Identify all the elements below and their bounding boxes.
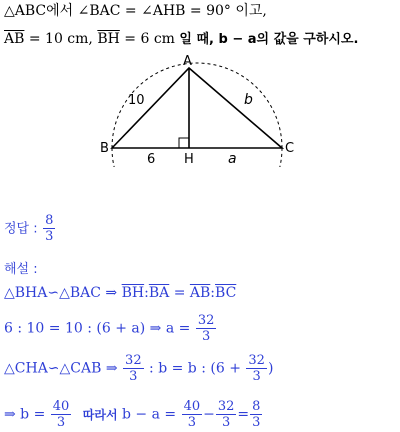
final-answer-fraction: $\frac{8}{3}$ bbox=[252, 399, 261, 430]
circumcircle-arc-bottom bbox=[112, 148, 282, 167]
solution-line-3: △CHA∽△CAB ⇒ $\frac{32}{3}$ : b = b : (6 + $\frac{32}{3}$ ) bbox=[4, 353, 274, 384]
segment-ab: $\overline{AB}$ bbox=[4, 31, 25, 47]
foot-h-label: H bbox=[184, 152, 194, 167]
vertex-b-label: B bbox=[100, 141, 109, 156]
solution-line-1: △BHA∽△BAC ⇒ $\overline{BH}:\overline{BA}$ = $\overline{AB}:\overline{BC}$ bbox=[4, 285, 237, 301]
solution-line-4: ⇒ b = $\frac{40}{3}$ 따라서 b − a = $\frac{40}{3}$ − $\frac{32}{3}$ = $\frac{8}{3}$ bbox=[4, 399, 261, 430]
solution-label: 해설 : bbox=[4, 262, 38, 277]
segment-bh-label: 6 bbox=[147, 152, 156, 167]
answer-label: 정답 : bbox=[4, 221, 38, 237]
vertex-c-label: C bbox=[285, 141, 295, 156]
right-angle-mark bbox=[179, 138, 189, 148]
problem-line-2 bbox=[4, 30, 358, 49]
answer-row bbox=[4, 214, 56, 243]
triangle-figure bbox=[100, 52, 300, 167]
problem-text-1: △ABC에서 ∠BAC = ∠AHB = 90° 이고, bbox=[4, 3, 267, 19]
a-value-fraction: $\frac{32}{3}$ bbox=[197, 313, 215, 344]
bh-value: = 6 cm bbox=[124, 31, 175, 47]
side-ab-label: 10 bbox=[128, 93, 145, 108]
problem-line-1 bbox=[4, 2, 267, 20]
side-b-label: b bbox=[244, 92, 253, 108]
segment-a-label: a bbox=[228, 151, 237, 167]
ab-value: = 10 cm, bbox=[28, 31, 93, 47]
problem-question: 일 때, b − a의 값을 구하시오. bbox=[179, 32, 359, 47]
answer-fraction: $\frac{8}{3}$ bbox=[45, 213, 54, 244]
vertex-a-label: A bbox=[183, 54, 192, 69]
solution-line-2: 6 : 10 = 10 : (6 + a) ⇒ a = $\frac{32}{3}$ bbox=[4, 313, 215, 344]
triangle-abc bbox=[112, 68, 282, 148]
segment-bh: $\overline{BH}$ bbox=[97, 31, 120, 47]
